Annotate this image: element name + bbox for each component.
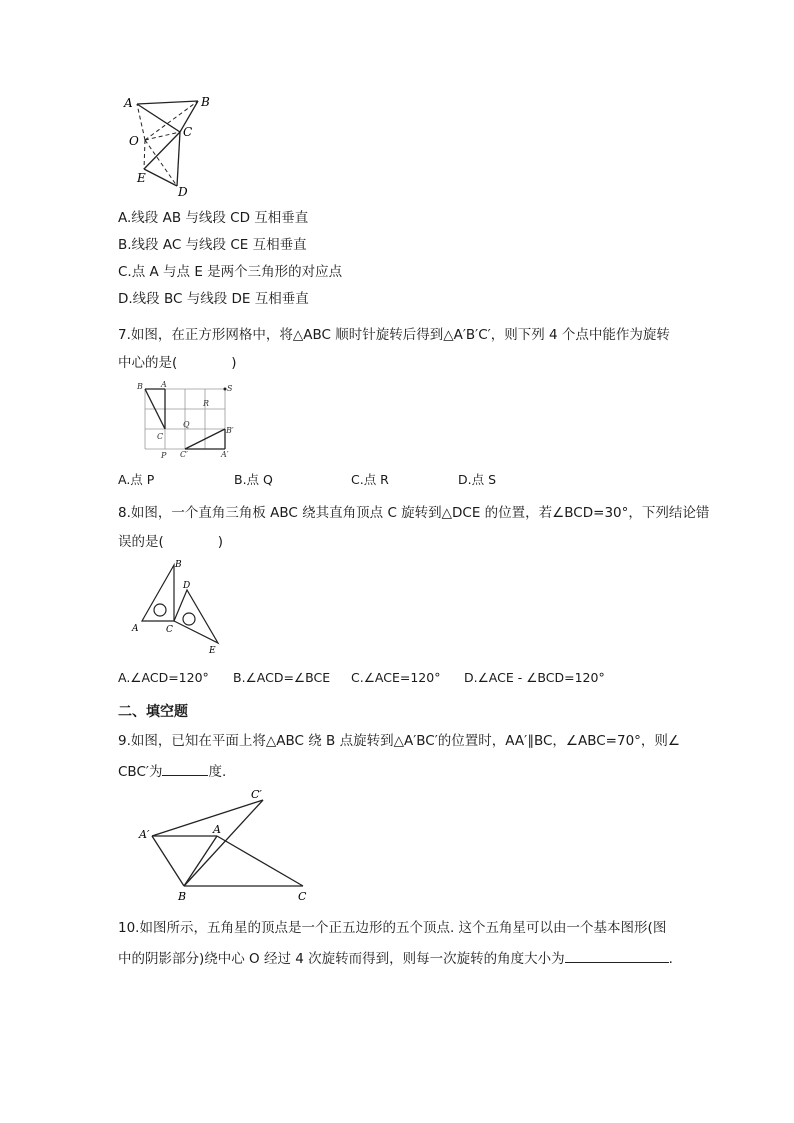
q6-option-d: D.线段 BC 与线段 DE 互相垂直 <box>118 291 309 307</box>
q9-label-C: C <box>298 890 307 903</box>
q8-option-d: D.∠ACE - ∠BCD=120° <box>464 670 605 685</box>
q6-label-O: O <box>129 134 139 148</box>
q7-label-Cprime: C′ <box>180 450 188 459</box>
q10-stem-line2-after: . <box>668 951 673 967</box>
q7-grid-figure <box>133 381 245 461</box>
q9-figure <box>135 786 320 906</box>
q6-label-E: E <box>137 171 146 185</box>
q9-stem-line1: 9.如图，已知在平面上将△ABC 绕 B 点旋转到△A′BC′的位置时，AA′∥BC，∠ABC=70°，则∠ <box>118 733 681 749</box>
q6-label-A: A <box>124 96 133 110</box>
q6-option-a: A.线段 AB 与线段 CD 互相垂直 <box>118 210 309 226</box>
q7-label-R: R <box>203 399 210 408</box>
q6-label-B: B <box>201 95 210 109</box>
q7-option-b: B.点 Q <box>234 472 273 487</box>
q9-answer-blank[interactable] <box>162 761 208 776</box>
q8-stem-line2-text: 误的是( <box>118 534 164 550</box>
q8-label-B: B <box>175 560 182 570</box>
section-title-fill-in: 二、填空题 <box>118 704 188 720</box>
q7-label-B: B <box>137 382 143 391</box>
q7-label-Q: Q <box>183 420 190 429</box>
q8-label-E: E <box>209 646 216 656</box>
q9-label-Cprime: C′ <box>251 788 262 801</box>
q10-stem-line1: 10.如图所示，五角星的顶点是一个正五边形的五个顶点. 这个五角星可以由一个基本图形(图 <box>118 920 667 936</box>
q9-label-A: A <box>213 823 221 836</box>
q9-label-B: B <box>178 890 187 903</box>
q9-stem-line2-after: 度. <box>208 764 227 780</box>
q6-figure <box>120 92 220 200</box>
q7-label-Bprime: B′ <box>226 426 234 435</box>
q9-label-Aprime: A′ <box>139 828 150 841</box>
q8-label-C: C <box>166 625 173 635</box>
q7-option-c: C.点 R <box>351 472 389 487</box>
q7-stem-line2-close: ) <box>231 355 237 371</box>
q10-answer-blank[interactable] <box>565 948 669 963</box>
q7-option-a: A.点 P <box>118 472 155 487</box>
q10-stem-line2-before: 中的阴影部分)绕中心 O 经过 4 次旋转而得到，则每一次旋转的角度大小为 <box>118 951 565 967</box>
q6-label-C: C <box>183 125 193 139</box>
q8-option-b: B.∠ACD=∠BCE <box>233 670 331 685</box>
q8-figure <box>130 555 230 660</box>
q9-stem-line2-before: CBC′为 <box>118 764 163 780</box>
q7-stem-line1: 7.如图，在正方形网格中，将△ABC 顺时针旋转后得到△A′B′C′，则下列 4 个点中能作为旋转 <box>118 327 670 343</box>
q7-label-C: C <box>157 432 164 441</box>
q10-stem-line2 <box>118 948 673 969</box>
q7-label-P: P <box>161 451 167 460</box>
q8-option-c: C.∠ACE=120° <box>351 670 441 685</box>
q8-stem-line2 <box>118 532 223 552</box>
q9-stem-line2 <box>118 761 226 782</box>
q7-label-S: S <box>227 384 233 393</box>
q7-label-Aprime: A′ <box>221 450 229 459</box>
q8-label-D: D <box>183 581 191 591</box>
q8-option-a: A.∠ACD=120° <box>118 670 209 685</box>
q6-label-D: D <box>178 185 188 199</box>
q6-option-b: B.线段 AC 与线段 CE 互相垂直 <box>118 237 307 253</box>
q8-stem-line1: 8.如图，一个直角三角板 ABC 绕其直角顶点 C 旋转到△DCE 的位置，若∠BCD=30°，下列结论错 <box>118 505 710 521</box>
q8-stem-line2-close: ) <box>217 534 224 550</box>
q8-label-A: A <box>132 624 139 634</box>
q7-stem-line2 <box>118 353 237 373</box>
q7-option-d: D.点 S <box>458 472 497 487</box>
q7-stem-line2-text: 中心的是( <box>118 355 178 371</box>
q7-label-A: A <box>161 381 167 389</box>
q6-option-c: C.点 A 与点 E 是两个三角形的对应点 <box>118 264 343 280</box>
